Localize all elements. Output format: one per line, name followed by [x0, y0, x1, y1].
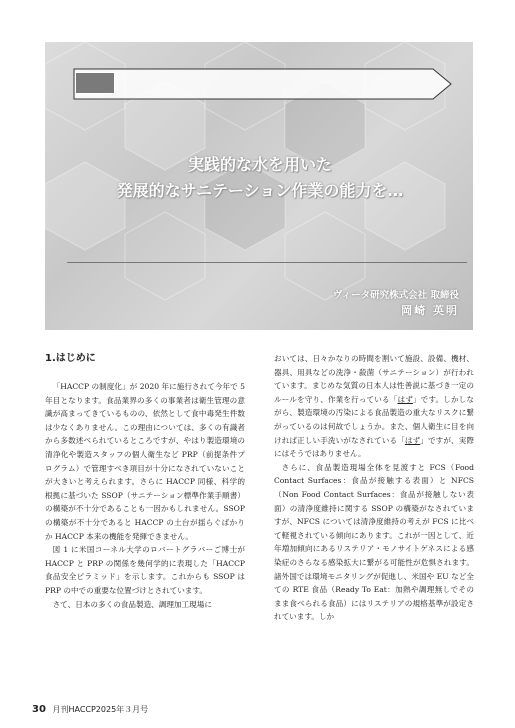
paragraph: 「HACCP の制度化」が 2020 年に施行されて今年で 5 年目となります。食品業界の多くの事業者は衛生管理の意識が高まってきているものの、依然として食中毒発生件数は少なくありません。この理由については、多くの有識者から多数述べられているところですが、やはり製造環境の清浄化や製造スタッフの個人衛生など PRP（前提条件プログラム）で管理すべき項目が十分になされていないことが大きいと考えられます。さらに HACCP 同様、科学的根拠に基づいた SSOP（サニテーション標準作業手順書）の構築が不十分であることも一因かもしれません。SSOP の構築が不十分であると HACCP の土台が揺らぐばかりか HACCP 本来の機能を発揮できません。	[45, 382, 245, 541]
text-run: 」です。しかしながら、製造環境の汚染による食品製造の重大なリスクに繋がっているのは何故でしょうか。また、個人衛生に目を向ければ正しい手洗いがなされている「	[274, 394, 474, 445]
paragraph: さて、日本の多くの食品製造、調理加工現場に	[52, 599, 212, 609]
article-title-line-1: 実践的な水を用いた	[187, 155, 332, 174]
section-heading: 1.はじめに	[45, 353, 96, 364]
left-column	[45, 352, 245, 611]
page-number: 30	[32, 704, 46, 715]
paragraph: さらに、食品製造現場全体を見渡すと FCS（Food Contact Surfaces：食品が接触する表面）と NFCS（Non Food Contact Surfaces：食品が接触しない表面）の清浄度維持に関する SSOP の構築がなされていますが、NFCS については清浄度維持の考えが FCS に比べて軽視されている傾向にあります。これが一因として、近年増加傾向にあるリステリア・モノサイトゲネスによる感染症のさらなる感染拡大に繋がる可能性が危惧されます。諸外国では環境モニタリングが促進し、米国や EU など全ての RTE 食品（Ready To Eat：加熱や調理無しでそのまま食べられる食品）にはリステリアの規格基準が設定されています。しか	[274, 462, 474, 622]
right-column	[274, 352, 474, 624]
article-title	[65, 152, 455, 204]
text-run: おいては、日々かなりの時間を割いて施設、設備、機材、器具、用具などの洗浄・殺菌（サニテーション）が行われています。まじめな気質の日本人は性善説に基づき一定のルールを守り、作業を行っている「	[274, 354, 474, 404]
header-divider	[67, 262, 467, 263]
author-info	[333, 289, 459, 319]
category-tag-box	[75, 72, 115, 94]
paragraph	[274, 352, 474, 461]
underlined-text: はず	[404, 435, 421, 445]
page-footer	[32, 704, 148, 715]
title-tag-frame	[73, 68, 453, 100]
header-banner	[45, 42, 473, 330]
underlined-text: はず	[397, 394, 413, 404]
paragraph: 図 1 に米国コーネル大学のロバートグラバーご博士が HACCP と PRP の関係を幾何学的に表現した「HACCP 食品安全ピラミッド」を示します。これからも SSOP は PRP の中での重要な位置づけとされています。	[45, 545, 245, 595]
text-run: 」ですが、実際にはそうではありません。	[274, 435, 475, 459]
publication-name: 月刊HACCP2025年３月号	[52, 705, 149, 714]
author-name: 岡崎 英明	[401, 304, 459, 317]
article-title-line-2: 発展的なサニテーション作業の能力を…	[116, 181, 404, 200]
author-affiliation: ヴィータ研究株式会社 取締役	[332, 290, 459, 301]
